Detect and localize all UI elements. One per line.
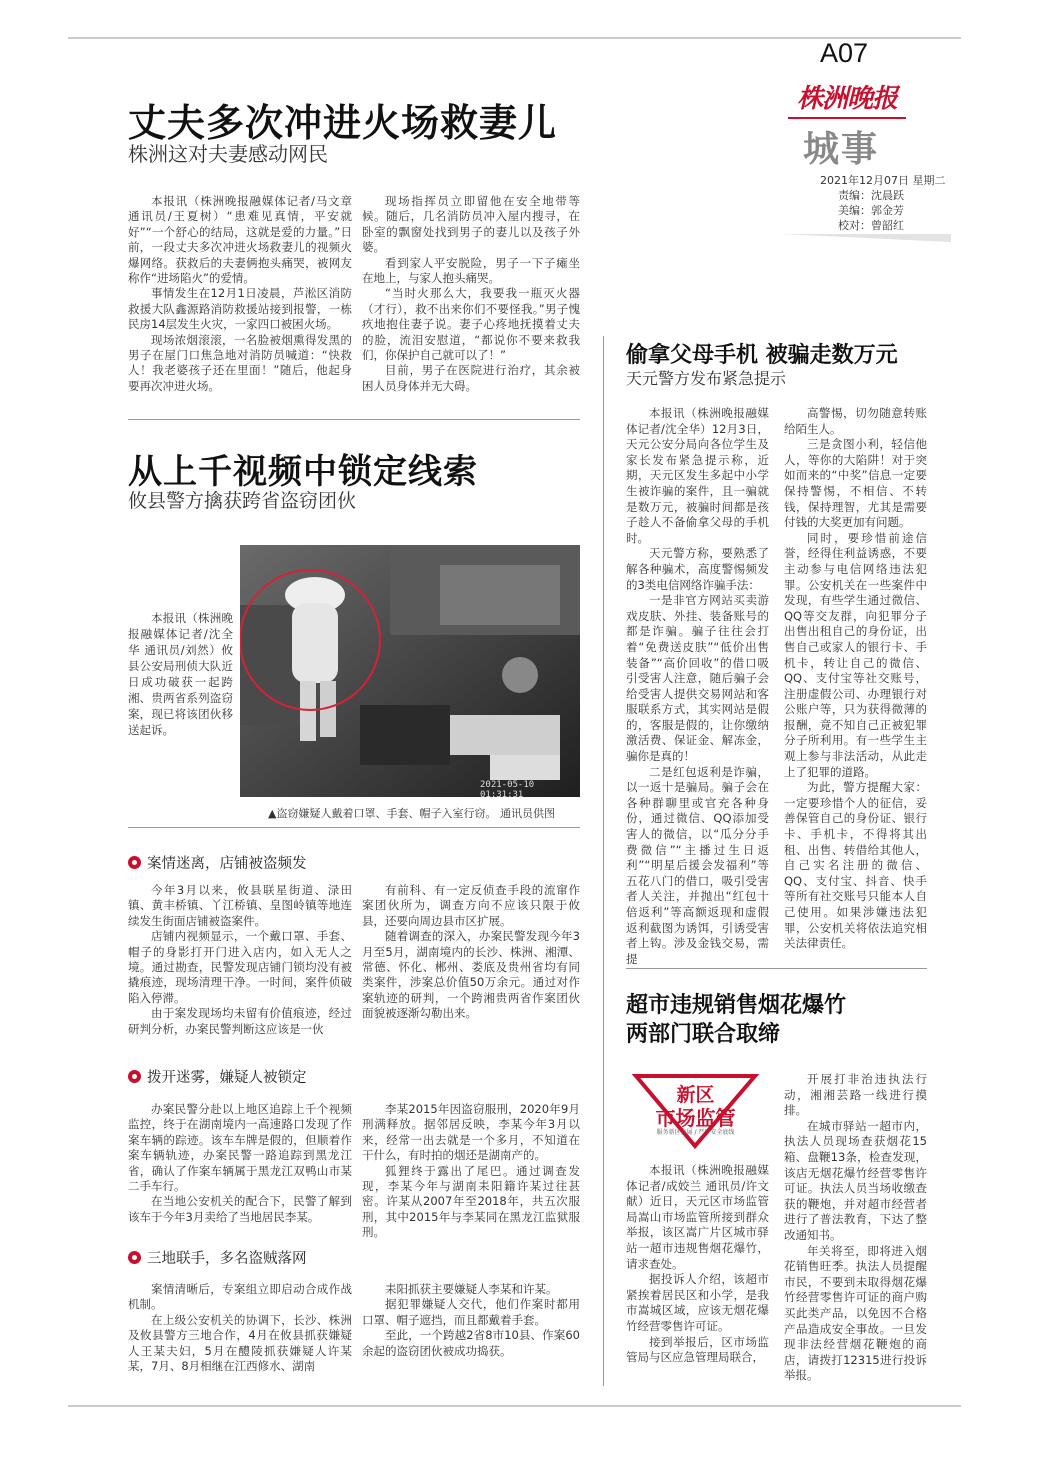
column-divider bbox=[603, 336, 604, 1386]
article2-subtitle: 攸县警方擒获跨省盗窃团伙 bbox=[128, 490, 357, 512]
logo-text-line2: 市场监管 bbox=[655, 1106, 736, 1130]
paragraph: 天元警方称，要熟悉了解各种骗术，高度警惕频发的3类电信网络诈骗手法： bbox=[626, 546, 769, 592]
logo-slogan: 服务新区发展 / 严守安全底线 bbox=[656, 1129, 735, 1136]
paper-logo bbox=[788, 75, 906, 119]
article1-col1 bbox=[128, 194, 352, 394]
paragraph: 现场指挥员立即留他在安全地带等候。随后，几名消防员冲入屋内搜寻，在卧室的飘窗处找到男子的妻儿以及孩子外婆。 bbox=[362, 194, 580, 255]
bullet-icon bbox=[128, 856, 141, 869]
masthead-decoration bbox=[781, 234, 951, 242]
paragraph: 同时，要珍惜前途信誉，经得住利益诱惑，不要主动参与电信网络违法犯罪。公安机关在一些案件中发现，有些学生通过微信、QQ等交友群，向犯罪分子出售出租自己的身份证，出售自己或家人的银行卡、手机卡，转让自己的微信、QQ、支付宝等社交账号，注册虚假公司、办理银行对公账户等，只为获得微薄的报酬，竟不知自己正被犯罪分子所利用。有一些学生主观上参与非法活动，从此走上了犯罪的道路。 bbox=[784, 530, 927, 779]
section-heading bbox=[128, 1066, 307, 1087]
paragraph: 本报讯（株洲晚报融媒体记者/沈全华）12月3日，天元公安分局向各位学生及家长发布紧急提示称，近期，天元区发生多起中小学生被诈骗的案件，且一骗就是数万元，被骗时间都是孩子趁人不备偷拿父母的手机时。 bbox=[626, 406, 769, 545]
proofreader-credit: 校对：曾韶红 bbox=[838, 219, 904, 232]
article4-col2 bbox=[784, 1072, 927, 1384]
paragraph: 由于案发现场均未留有价值痕迹，经过研判分析，办案民警判断这应该是一伙 bbox=[128, 1006, 352, 1036]
paragraph: 本报讯（株洲晚报融媒体记者/沈全华 通讯员/刘然）攸县公安局刑侦大队近日成功破获一起跨湘、贵两省系列盗窃案，现已将该团伙移送起诉。 bbox=[128, 611, 233, 737]
paragraph: 随着调查的深入，办案民警发现今年3月至5月，湖南境内的长沙、株洲、湘潭、常德、怀化、郴州、娄底及贵州省均有同类案件，涉案总价值50万余元。通过对作案轨迹的研判，一个跨湘贵两省作案团伙面貌被逐渐勾勒出来。 bbox=[362, 929, 580, 1021]
bullet-icon bbox=[128, 1070, 141, 1083]
divider bbox=[626, 968, 927, 969]
article4-col1 bbox=[626, 1163, 769, 1366]
paragraph: 事情发生在12月1日凌晨，芦淞区消防救援大队鑫源路消防救援站接到报警，一栋民房14层发生火灾，一家四口被困火场。 bbox=[128, 286, 352, 332]
photo-caption: ▲盗窃嫌疑人戴着口罩、手套、帽子入室行窃。 通讯员供图 bbox=[268, 807, 555, 820]
paragraph: 在城市驿站一超市内，执法人员现场查获烟花15箱、盘鞭13条，检查发现，该店无烟花爆竹经营零售许可证。执法人员当场收缴查获的鞭炮，并对超市经营者进行了普法教育，下达了整改通知书。 bbox=[784, 1118, 927, 1242]
paragraph: 年关将至，即将进入烟花销售旺季。执法人员提醒市民，不要到未取得烟花爆竹经营零售许可证的商户购买此类产品，以免因不合格产品造成安全事故。一旦发现非法经营烟花鞭炮的商店，请拨打12315进行投诉举报。 bbox=[784, 1243, 927, 1383]
paragraph: 高警惕，切勿随意转账给陌生人。 bbox=[784, 406, 927, 436]
section2-col2 bbox=[362, 1102, 580, 1241]
paragraph: 据投诉人介绍，该超市紧挨着居民区和小学，是我市嵩城区域，应该无烟花爆竹经营零售许可证。 bbox=[626, 1272, 769, 1333]
article3-subtitle: 天元警方发布紧急提示 bbox=[626, 369, 787, 388]
article2-title: 从上千视频中锁定线索 bbox=[128, 452, 478, 492]
section-heading bbox=[128, 1247, 307, 1268]
article3-col1 bbox=[626, 406, 769, 967]
article3-col2 bbox=[784, 406, 927, 952]
divider bbox=[128, 827, 580, 828]
article4-title-line1: 超市违规销售烟花爆竹 bbox=[626, 993, 847, 1018]
paragraph: 本报讯（株洲晚报融媒体记者/马文章 通讯员/王夏树）“患难见真情，平安就好”“一个舒心的结局，这就是爱的力量。”日前，一段丈夫多次冲进火场救妻儿的视频火爆网络。获救后的夫妻俩抱头痛哭，被网友称作“进场陷火”的爱情。 bbox=[128, 194, 352, 286]
paragraph: 开展打非治违执法行动，湘湘芸路一线进行摸排。 bbox=[784, 1072, 927, 1118]
section3-col1 bbox=[128, 1282, 352, 1374]
article1-subtitle: 株洲这对夫妻感动网民 bbox=[128, 142, 328, 166]
paragraph: 本报讯（株洲晚报融媒体记者/成姣兰 通讯员/许文献）近日，天元区市场监管局嵩山市场监管所接到群众举报，该区嵩广片区城市驿站一超市违规售烟花爆竹，请求查处。 bbox=[626, 1163, 769, 1271]
divider bbox=[128, 419, 580, 420]
paragraph: 今年3月以来，攸县联星街道、渌田镇、黄丰桥镇、丫江桥镇、皇图岭镇等地连续发生街面店铺被盗案件。 bbox=[128, 883, 352, 928]
paragraph: 二是红包返利是诈骗，以一返十是骗局。骗子会在各种群聊里或官充各种身份，通过微信、QQ添加受害人的微信，以“瓜分分手费微信”“主播过生日返利”“明星后援会发福利”等五花八门的借口，吸引受害者人关注，并抛出“红包十倍返利”等高额返现和虚假返利截图为诱饵，引诱受害者上钩。涉及金钱交易，需提 bbox=[626, 764, 769, 966]
market-supervision-logo bbox=[628, 1072, 763, 1150]
paragraph: 接到举报后，区市场监管局与区应急管理局联合， bbox=[626, 1334, 769, 1365]
paragraph: 据犯罪嫌疑人交代，他们作案时都用口罩、帽子遮挡，而且都戴着手套。 bbox=[362, 1297, 580, 1327]
paragraph: 看到家人平安脱险，男子一下子瘫坐在地上，与家人抱头痛哭。 bbox=[362, 255, 580, 286]
paragraph: “当时火那么大，我要我一瓶灭火器（才行），救不出来你们不要怪我。”男子愧疚地抱住妻子说。妻子心疼地抚摸着丈夫的脸，流泪安慰道，“都说你不要来救我们，你保护自己就可以了！” bbox=[362, 286, 580, 363]
photo-timestamp: 2021-05-10 01:31:31 bbox=[480, 780, 535, 797]
cctv-photo bbox=[240, 545, 580, 797]
paragraph: 办案民警分赴以上地区追踪上千个视频监控，终于在湖南境内一高速路口发现了作案车辆的踪迹。该车车牌是假的，但顺着作案车辆轨迹，办案民警一路追踪到黑龙江省，确认了作案车辆属于黑龙江双鸭山市某二手车行。 bbox=[128, 1102, 352, 1194]
bottom-rule bbox=[68, 1405, 961, 1407]
issue-date: 2021年12月07日 星期二 bbox=[820, 174, 946, 187]
paragraph: 案情清晰后，专案组立即启动合成作战机制。 bbox=[128, 1282, 352, 1312]
section-heading-text: 三地联手，多名盗贼落网 bbox=[147, 1251, 307, 1267]
paragraph: 在上级公安机关的协调下，长沙、株洲及攸县警方三地合作，4月在攸县抓获嫌疑人王某夫妇，5月在醴陵抓获嫌疑人许某某，7月、8月相继在江西修水、湖南 bbox=[128, 1312, 352, 1374]
paragraph: 狐狸终于露出了尾巴。通过调查发现，李某今年与湖南耒阳籍许某过往甚密。许某从2007年至2018年，共五次服刑，其中2015年与李某同在黑龙江监狱服刑。 bbox=[362, 1163, 580, 1240]
section-name: 城事 bbox=[803, 128, 880, 170]
page-number: A07 bbox=[820, 38, 869, 68]
designer-credit: 美编：郭金芳 bbox=[838, 204, 904, 217]
section1-col2 bbox=[362, 883, 580, 1022]
article2-lead bbox=[128, 610, 233, 738]
article1-title: 丈夫多次冲进火场救妻儿 bbox=[128, 101, 558, 145]
section2-col1 bbox=[128, 1102, 352, 1225]
paragraph: 有前科、有一定反侦查手段的流窜作案团伙所为，调查方向不应该只限于攸县，还要向周边县市区扩展。 bbox=[362, 883, 580, 928]
cctv-scene bbox=[240, 545, 580, 797]
article3-title: 偷拿父母手机 被骗走数万元 bbox=[626, 343, 898, 368]
paper-name: 株洲晚报 bbox=[796, 83, 897, 114]
paragraph: 一是非官方网站买卖游戏皮肤、外挂、装备账号的都是诈骗。骗子往往会打着“免费送皮肤”“低价出售装备”“高价回收”的借口吸引受害人注意，随后骗子会给受害人提供交易网站和客服联系方式，其实网站是假的，客服是假的，让你缴纳激活费、保证金、解冻金，骗你是真的！ bbox=[626, 593, 769, 764]
paragraph: 为此，警方提醒大家：一定要珍惜个人的征信，妥善保管自己的身份证、银行卡、手机卡，不得将其出租、出售、转借给其他人，自己实名注册的微信、QQ、支付宝、抖音、快手等所有社交账号只能本人自己使用。如果涉嫌违法犯罪，公安机关将依法追究相关法律责任。 bbox=[784, 780, 927, 951]
section-heading-text: 案情迷离，店铺被盗频发 bbox=[147, 856, 307, 872]
article1-col2 bbox=[362, 194, 580, 394]
paragraph: 目前，男子在医院进行治疗，其余被困人员身体并无大碍。 bbox=[362, 363, 580, 393]
logo-text-line1: 新区 bbox=[676, 1084, 715, 1106]
paragraph: 在当地公安机关的配合下，民警了解到该车于今年3月卖给了当地居民李某。 bbox=[128, 1194, 352, 1224]
section3-col2 bbox=[362, 1282, 580, 1359]
paragraph: 店铺内视频显示，一个戴口罩、手套、帽子的身影打开门进入店内，如入无人之境。通过勘查，民警发现店铺门锁均没有被撬痕迹，现场清理干净。一时间，案件侦破陷入停滞。 bbox=[128, 929, 352, 1005]
bullet-icon bbox=[128, 1251, 141, 1264]
paragraph: 耒阳抓获主要嫌疑人李某和许某。 bbox=[385, 1282, 558, 1296]
section-heading bbox=[128, 852, 307, 873]
paragraph: 至此，一个跨越2省8市10县、作案60余起的盗窃团伙被成功捣获。 bbox=[362, 1328, 580, 1358]
editor-credit: 责编：沈晨跃 bbox=[838, 189, 904, 202]
paragraph: 现场浓烟滚滚，一名脸被烟熏得发黑的男子在屋门口焦急地对消防员喊道：“快救人！我老婆孩子还在里面！”随后，他起身要再次冲进火场。 bbox=[128, 332, 352, 393]
section1-col1 bbox=[128, 883, 352, 1037]
paragraph: 李某2015年因盗窃服刑，2020年9月刑满释放。据邻居反映，李某今年3月以来，经常一出去就是一个多月，不知道在干什么，有时拍的烟还是湖南产的。 bbox=[362, 1102, 580, 1163]
paragraph: 三是贪图小利，轻信他人，等你的大陷阱！对于突如而来的“中奖”信息一定要保持警惕，不相信、不转钱，保持理智，尤其是需要付钱的大奖更加有问题。 bbox=[784, 437, 927, 530]
section-heading-text: 拨开迷雾，嫌疑人被锁定 bbox=[147, 1070, 307, 1086]
article4-title-line2: 两部门联合取缔 bbox=[626, 1022, 781, 1047]
